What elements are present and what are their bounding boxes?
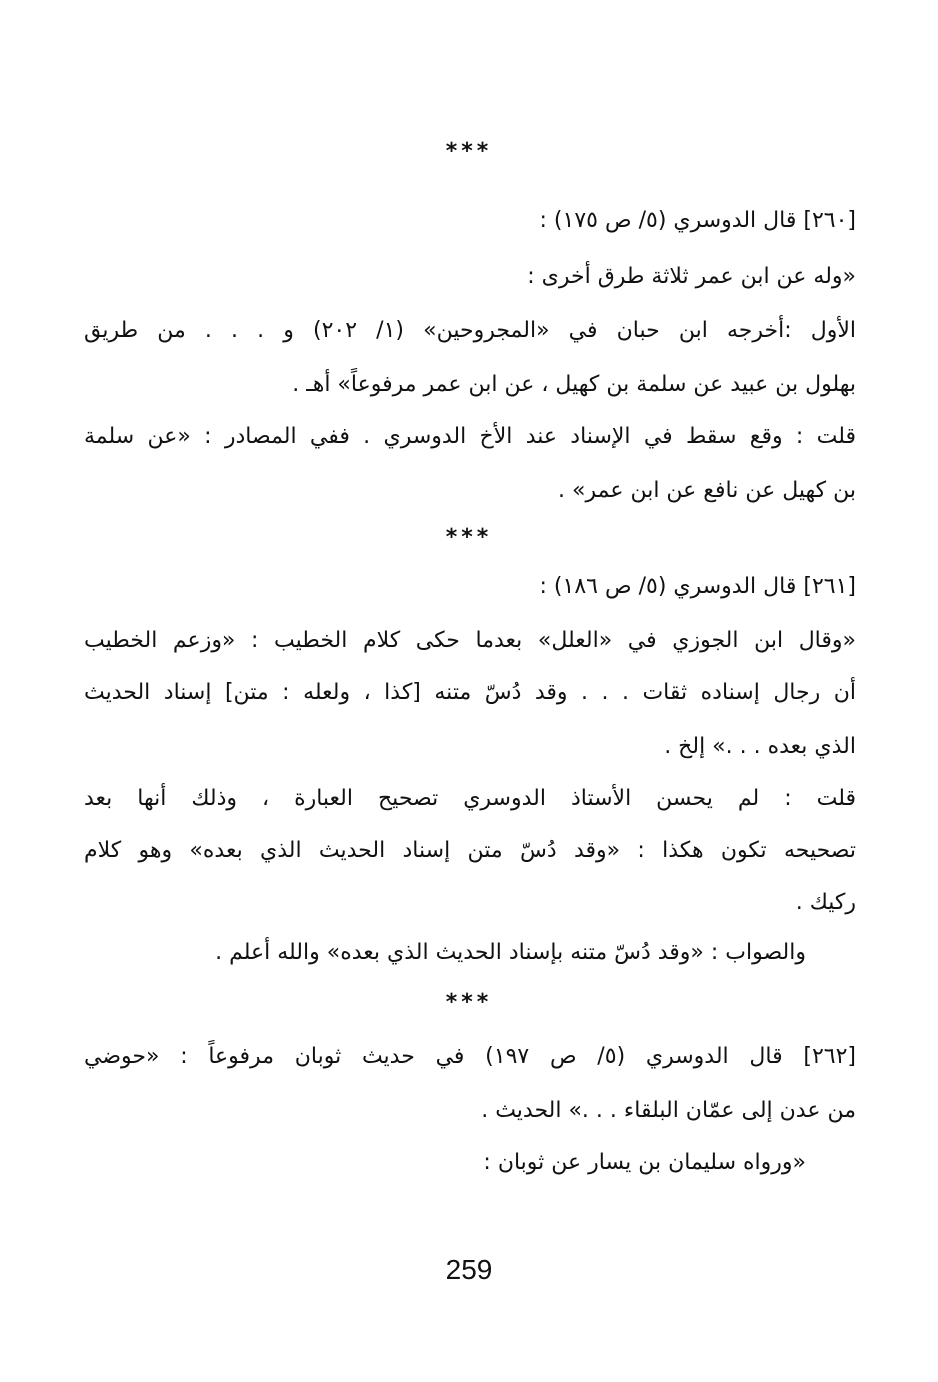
entry-260-first-way-line: الأول :أخرجه ابن حبان في «المجروحين» (١/ ٢٠٢) و . . . من طريق: [84, 318, 857, 343]
entry-262-heading: [٢٦٢] قال الدوسري (٥/ ص ١٩٧) في حديث ثوبان مرفوعاً : «حوضي: [84, 1044, 857, 1069]
entry-260-comment-end-line: بن كهيل عن نافع عن ابن عمر» .: [558, 478, 856, 503]
page-number: 259: [445, 1254, 493, 1285]
entry-261-quote-end-line: الذي بعده . . .» إلخ .: [664, 734, 856, 759]
entry-261-correction-line: والصواب : «وقد دُسّ متنه بإسناد الحديث الذي بعده» والله أعلم .: [215, 940, 806, 965]
section-separator: ***: [445, 525, 493, 550]
entry-261-comment-line: قلت : لم يحسن الأستاذ الدوسري تصحيح العبارة ، وذلك أنها بعد: [84, 786, 856, 811]
entry-260-comment-line: قلت : وقع سقط في الإسناد عند الأخ الدوسري . ففي المصادر : «عن سلمة: [84, 424, 856, 449]
section-separator: ***: [445, 990, 493, 1015]
entry-261-heading: [٢٦١] قال الدوسري (٥/ ص ١٨٦) :: [539, 574, 856, 599]
entry-260-quote-line: «وله عن ابن عمر ثلاثة طرق أخرى :: [527, 264, 856, 289]
entry-261-comment-line: تصحيحه تكون هكذا : «وقد دُسّ متن إسناد الحديث الذي بعده» وهو كلام: [84, 838, 856, 863]
entry-261-quote-line: أن رجال إسناده ثقات . . . وقد دُسّ متنه [كذا ، ولعله : متن] إسناد الحديث: [84, 680, 856, 705]
entry-262-narration-line: «ورواه سليمان بن يسار عن ثوبان :: [483, 1150, 806, 1175]
entry-262-hadith-line: من عدن إلى عمّان البلقاء . . .» الحديث .: [481, 1098, 856, 1123]
section-separator: ***: [445, 139, 493, 164]
entry-261-quote-line: «وقال ابن الجوزي في «العلل» بعدما حكى كلام الخطيب : «وزعم الخطيب: [84, 628, 856, 653]
entry-260-heading: [٢٦٠] قال الدوسري (٥/ ص ١٧٥) :: [539, 208, 856, 233]
entry-260-chain-line: بهلول بن عبيد عن سلمة بن كهيل ، عن ابن عمر مرفوعاً» أهـ .: [292, 372, 856, 397]
entry-261-comment-end-line: ركيك .: [795, 890, 856, 915]
